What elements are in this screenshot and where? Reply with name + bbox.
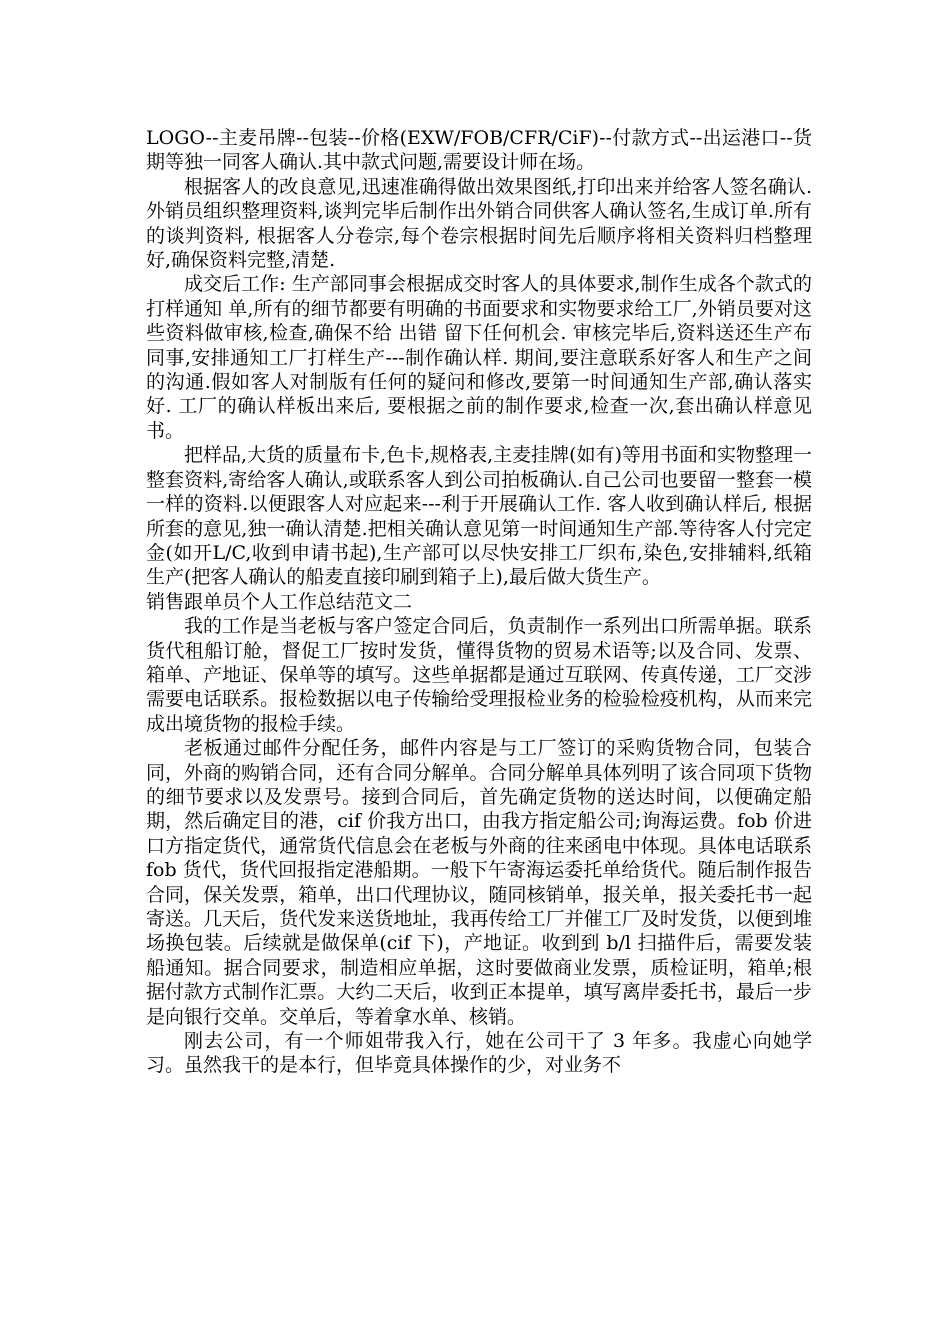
paragraph-1: LOGO--主麦吊牌--包装--价格(EXW/FOB/CFR/CiF)--付款方式--出运港口--货期等独一同客人确认.其中款式问题,需要设计师在场。 [146,127,812,174]
paragraph-6: 老板通过邮件分配任务，邮件内容是与工厂签订的采购货物合同，包装合同，外商的购销合同，还有合同分解单。合同分解单具体列明了该合同项下货物的细节要求以及发票号。接到合同后，首先确定货物的送达时间，以便确定船期，然后确定目的港，cif 价我方出口，由我方指定船公司;询海运费。fob 价进口方指定货代，通常货代信息会在老板与外商的往来函电中体现。具体电话联系 fob 货代，货代回报指定港船期。一般下午寄海运委托单给货代。随后制作报告合同，保关发票，箱单，出口代理协议，随同核销单，报关单，报关委托书一起寄送。几天后，货代发来送货地址，我再传给工厂并催工厂及时发货，以便到堆场换包装。后续就是做保单(cif 下)，产地证。收到到 b/l 扫描件后，需要发装船通知。据合同要求，制造相应单据，这时要做商业发票，质检证明，箱单;根据付款方式制作汇票。大约二天后，收到正本提单，填写离岸委托书，最后一步是向银行交单。交单后，等着拿水单、核销。 [146,737,812,1028]
paragraph-3: 成交后工作: 生产部同事会根据成交时客人的具体要求,制作生成各个款式的 打样通知 单,所有的细节都要有明确的书面要求和实物要求给工厂,外销员要对这些资料做审核,检查,确保不给 出错 留下任何机会. 审核完毕后,资料送还生产布同事,安排通知工厂打样生产---制作确认样. 期间,要注意联系好客人和生产之间的沟通.假如客人对制版有任何的疑问和修改,要第一时间通知生产部,确认落实好. 工厂的确认样板出来后, 要根据之前的制作要求,检查一次,套出确认样意见书。 [146,273,812,442]
paragraph-2: 根据客人的改良意见,迅速准确得做出效果图纸,打印出来并给客人签名确认.外销员组织整理资料,谈判完毕后制作出外销合同供客人确认签名,生成订单.所有的谈判资料, 根据客人分卷宗,每个卷宗根据时间先后顺序将相关资料归档整理好,确保资料完整,清楚. [146,175,812,272]
paragraph-5: 我的工作是当老板与客户签定合同后，负责制作一系列出口所需单据。联系货代租船订舱，督促工厂按时发货，懂得货物的贸易术语等;以及合同、发票、箱单、产地证、保单等的填写。这些单据都是通过互联网、传真传递，工厂交涉需要电话联系。报检数据以电子传输给受理报检业务的检验检疫机构，从而来完成出境货物的报检手续。 [146,615,812,735]
paragraph-7: 刚去公司，有一个师姐带我入行，她在公司干了 3 年多。我虚心向她学习。虽然我干的是本行，但毕竟具体操作的少，对业务不 [146,1030,812,1077]
document-body [146,126,812,1078]
paragraph-4: 把样品,大货的质量布卡,色卡,规格表,主麦挂牌(如有)等用书面和实物整理一整套资料,寄给客人确认,或联系客人到公司拍板确认.自己公司也要留一整套一模一样的资料.以便跟客人对应起来---利于开展确认工作. 客人收到确认样后, 根据所套的意见,独一确认清楚.把相关确认意见第一时间通知生产部.等待客人付完定金(如开L/C,收到申请书起),生产部可以尽快安排工厂织布,染色,安排辅料,纸箱生产(把客人确认的船麦直接印刷到箱子上),最后做大货生产。 [146,444,812,589]
section-heading: 销售跟单员个人工作总结范文二 [146,590,413,613]
